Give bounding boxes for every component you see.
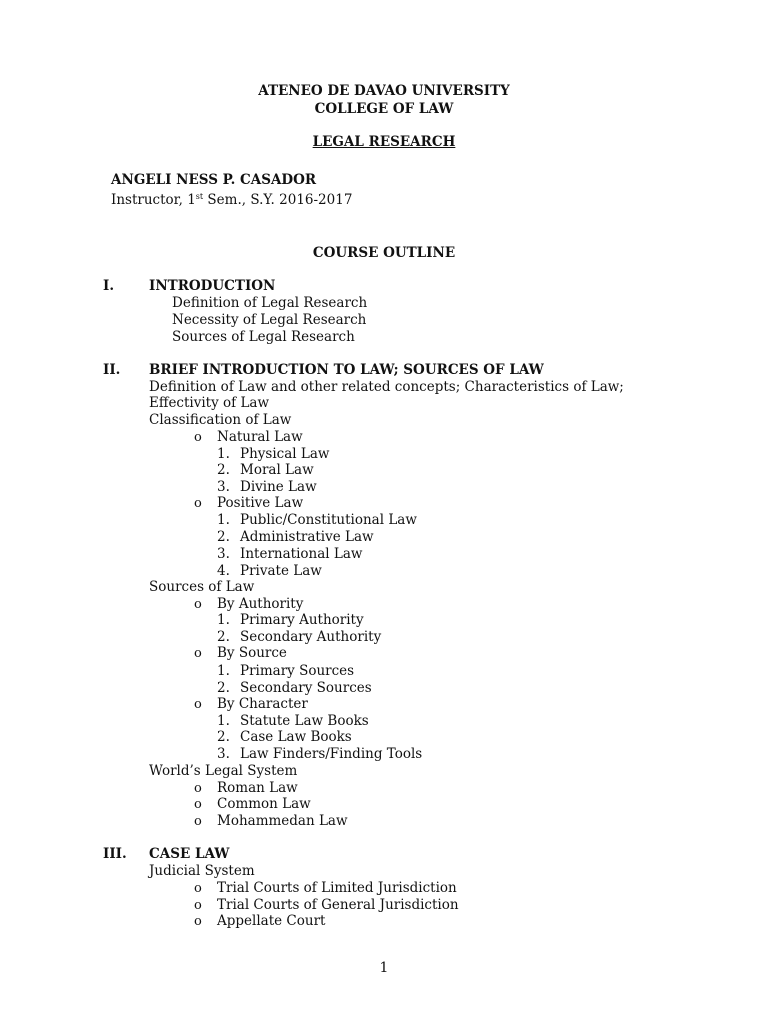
bullet-marker: o bbox=[194, 430, 202, 445]
list-number: 3. bbox=[217, 546, 230, 562]
bullet-marker: o bbox=[194, 814, 202, 829]
list-item: Mohammedan Law bbox=[217, 813, 348, 829]
natural-law: Natural Law bbox=[217, 429, 303, 445]
instructor-role bbox=[111, 189, 352, 208]
bullet-marker: o bbox=[194, 597, 202, 612]
list-number: 2. bbox=[217, 629, 230, 645]
bullet-marker: o bbox=[194, 496, 202, 511]
university-name: ATENEO DE DAVAO UNIVERSITY bbox=[258, 83, 510, 99]
list-item: Common Law bbox=[217, 796, 311, 812]
list-item: Primary Sources bbox=[240, 663, 355, 679]
list-item: Administrative Law bbox=[240, 529, 374, 545]
world-systems-heading: World’s Legal System bbox=[149, 763, 298, 779]
list-item: Trial Courts of Limited Jurisdiction bbox=[217, 880, 457, 896]
classification-heading: Classification of Law bbox=[149, 412, 292, 428]
list-number: 1. bbox=[217, 713, 230, 729]
list-item: Case Law Books bbox=[240, 729, 352, 745]
list-item: Public/Constitutional Law bbox=[240, 512, 417, 528]
list-item: Primary Authority bbox=[240, 612, 364, 628]
list-number: 1. bbox=[217, 446, 230, 462]
list-number: 3. bbox=[217, 746, 230, 762]
list-item: Secondary Sources bbox=[240, 680, 372, 696]
list-item: Appellate Court bbox=[217, 913, 326, 929]
by-source: By Source bbox=[217, 645, 287, 661]
bullet-marker: o bbox=[194, 797, 202, 812]
list-number: 4. bbox=[217, 563, 230, 579]
course-title bbox=[0, 134, 768, 150]
list-item: Private Law bbox=[240, 563, 322, 579]
bullet-marker: o bbox=[194, 881, 202, 896]
section-2-numeral: II. bbox=[103, 362, 121, 378]
list-item: Roman Law bbox=[217, 780, 298, 796]
course-title-text: LEGAL RESEARCH bbox=[312, 134, 456, 150]
positive-law: Positive Law bbox=[217, 495, 304, 511]
bullet-marker: o bbox=[194, 914, 202, 929]
list-number: 1. bbox=[217, 663, 230, 679]
instructor-role-sup: st bbox=[195, 192, 204, 201]
list-number: 2. bbox=[217, 462, 230, 478]
judicial-heading: Judicial System bbox=[149, 863, 255, 879]
list-number: 3. bbox=[217, 479, 230, 495]
sources-heading: Sources of Law bbox=[149, 579, 255, 595]
section-1-title: INTRODUCTION bbox=[149, 278, 276, 294]
instructor-role-prefix: Instructor, 1 bbox=[111, 192, 196, 208]
by-authority: By Authority bbox=[217, 596, 304, 612]
bullet-marker: o bbox=[194, 646, 202, 661]
list-item: Moral Law bbox=[240, 462, 314, 478]
instructor-name: ANGELI NESS P. CASADOR bbox=[111, 172, 317, 188]
by-character: By Character bbox=[217, 696, 308, 712]
list-number: 1. bbox=[217, 612, 230, 628]
instructor-role-suffix: Sem., S.Y. 2016-2017 bbox=[203, 192, 353, 208]
list-item: Definition of Legal Research bbox=[172, 295, 368, 311]
list-item: Sources of Legal Research bbox=[172, 329, 355, 345]
section-3-title: CASE LAW bbox=[149, 846, 230, 862]
list-item: Statute Law Books bbox=[240, 713, 369, 729]
list-number: 2. bbox=[217, 529, 230, 545]
page-number: 1 bbox=[379, 960, 389, 976]
outline-title: COURSE OUTLINE bbox=[312, 245, 456, 261]
list-number: 2. bbox=[217, 680, 230, 696]
bullet-marker: o bbox=[194, 898, 202, 913]
bullet-marker: o bbox=[194, 697, 202, 712]
bullet-marker: o bbox=[194, 781, 202, 796]
list-number: 1. bbox=[217, 512, 230, 528]
section-3-numeral: III. bbox=[103, 846, 127, 862]
list-number: 2. bbox=[217, 729, 230, 745]
list-item: International Law bbox=[240, 546, 363, 562]
section-2-intro: Definition of Law and other related concepts; Characteristics of Law; bbox=[149, 379, 624, 395]
section-1-numeral: I. bbox=[103, 278, 115, 294]
list-item: Trial Courts of General Jurisdiction bbox=[217, 897, 459, 913]
section-2-title: BRIEF INTRODUCTION TO LAW; SOURCES OF LAW bbox=[149, 362, 544, 378]
list-item: Divine Law bbox=[240, 479, 317, 495]
college-name: COLLEGE OF LAW bbox=[314, 101, 454, 117]
list-item: Secondary Authority bbox=[240, 629, 382, 645]
list-item: Physical Law bbox=[240, 446, 330, 462]
section-2-intro-cont: Effectivity of Law bbox=[149, 395, 270, 411]
list-item: Law Finders/Finding Tools bbox=[240, 746, 423, 762]
list-item: Necessity of Legal Research bbox=[172, 312, 367, 328]
